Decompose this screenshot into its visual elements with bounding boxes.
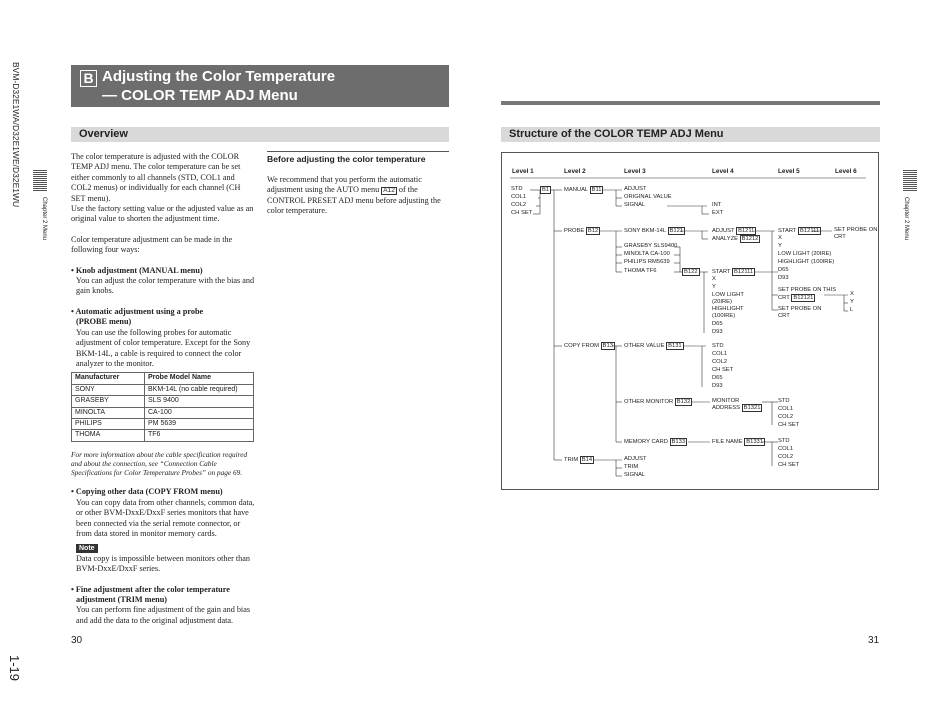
title-badge: B bbox=[80, 70, 97, 87]
other-value-d93: D93 bbox=[712, 383, 723, 389]
other-value-d65: D65 bbox=[712, 375, 723, 381]
level-5-header: Level 5 bbox=[778, 168, 800, 175]
l1-col2: COL2 bbox=[511, 202, 527, 208]
overview-paragraph-1: The color temperature is adjusted with the COLOR TEMP ADJ menu. The color temperature can be set either commonly to all channels (STD, COL1 and COL2 menus) or individually for each channel (CH SET menu). bbox=[71, 152, 241, 203]
signal-ext: EXT bbox=[712, 210, 724, 216]
probe-heading-1: • Automatic adjustment using a probe bbox=[71, 306, 204, 316]
level-1-header: Level 1 bbox=[512, 168, 534, 175]
before-rule bbox=[267, 151, 449, 152]
before-text-2: of the CONTROL PRESET ADJ menu before adjusting the color temperature. bbox=[267, 185, 441, 216]
thoma-y: Y bbox=[712, 284, 716, 290]
start-d93: D93 bbox=[778, 275, 789, 281]
start-d65: D65 bbox=[778, 267, 789, 273]
table-cell: BKM-14L (no cable required) bbox=[145, 384, 254, 395]
manual-original-value: ORIGINAL VALUE bbox=[624, 194, 672, 200]
other-value-chset: CH SET bbox=[712, 367, 734, 373]
before-ref: A12 bbox=[383, 187, 395, 195]
copy-text: You can copy data from other channels, common data, or other BVM-DxxE/DxxF series monitors that have been connected via the serial remote connector, or from data stored in monitor memory cards. bbox=[76, 497, 255, 538]
thoma-low-light: LOW LIGHT bbox=[712, 292, 744, 298]
probe-table bbox=[71, 372, 254, 441]
note-badge: Note bbox=[76, 544, 98, 553]
probe-philips: PHILIPS RM5639 bbox=[624, 259, 670, 265]
overview-heading: Overview bbox=[71, 127, 449, 142]
table-row bbox=[72, 430, 254, 441]
file-std: STD bbox=[778, 438, 790, 444]
other-value-col2: COL2 bbox=[712, 359, 728, 365]
sony-probe-item: SONY BKM-14L B121 bbox=[624, 228, 684, 234]
set-probe-l: L bbox=[850, 307, 854, 313]
table-cell: SLS 9400 bbox=[145, 396, 254, 407]
table-cell: PHILIPS bbox=[72, 418, 145, 429]
manual-item: MANUAL B11 bbox=[564, 187, 602, 193]
knob-text: You can adjust the color temperature with the bias and gain knobs. bbox=[76, 276, 255, 296]
table-row bbox=[72, 373, 254, 384]
other-value-item: OTHER VALUE B131 bbox=[624, 343, 682, 349]
left-column bbox=[71, 152, 256, 626]
before-text bbox=[267, 175, 449, 217]
l1-chset: CH SET bbox=[511, 210, 533, 216]
chapter-tab-right: Chapter 2 Menu bbox=[903, 197, 909, 241]
probe-graseby: GRASEBY SLS9400 bbox=[624, 243, 678, 249]
table-header: Manufacturer bbox=[72, 373, 145, 384]
trim-item: TRIM B14 bbox=[564, 457, 593, 463]
thoma-set-probe-on-crt: SET PROBE ON CRT bbox=[778, 306, 822, 319]
thoma-d65: D65 bbox=[712, 321, 723, 327]
probe-minolta: MINOLTA CA-100 bbox=[624, 251, 670, 257]
start-low-light: LOW LIGHT (20IRE) bbox=[778, 251, 832, 257]
set-probe-on-crt: SET PROBE ON CRT bbox=[834, 227, 878, 240]
level-2-header: Level 2 bbox=[564, 168, 586, 175]
manual-signal: SIGNAL bbox=[624, 202, 646, 208]
monitor-col2: COL2 bbox=[778, 414, 794, 420]
probe-item: PROBE B12 bbox=[564, 228, 599, 234]
file-name-item: FILE NAME B1331 bbox=[712, 439, 763, 445]
thoma-low-light-ire: (20IRE) bbox=[712, 299, 732, 305]
table-row bbox=[72, 396, 254, 407]
table-cell: TF6 bbox=[145, 430, 254, 441]
l1-col1: COL1 bbox=[511, 194, 527, 200]
page-title-line1: Adjusting the Color Temperature bbox=[102, 68, 336, 85]
trim-heading-1: • Fine adjustment after the color temperature bbox=[71, 584, 230, 594]
start-x: X bbox=[778, 235, 782, 241]
other-value-col1: COL1 bbox=[712, 351, 728, 357]
table-row bbox=[72, 407, 254, 418]
page-title-line2: — COLOR TEMP ADJ Menu bbox=[102, 87, 298, 104]
table-row bbox=[72, 418, 254, 429]
level-4-header: Level 4 bbox=[712, 168, 734, 175]
trim-heading-2: adjustment (TRIM menu) bbox=[76, 595, 167, 605]
page-marker: 1-19 bbox=[7, 655, 22, 682]
menu-structure-diagram bbox=[501, 152, 879, 490]
table-cell: SONY bbox=[72, 384, 145, 395]
page-number-left: 30 bbox=[71, 635, 83, 646]
memory-card-item: MEMORY CARD B133 bbox=[624, 439, 686, 445]
sony-adjust: ADJUST B1211 bbox=[712, 228, 755, 234]
monitor-address-1: MONITOR bbox=[712, 398, 740, 404]
thoma-start: START B12111 bbox=[712, 269, 754, 275]
set-probe-y: Y bbox=[850, 299, 854, 305]
monitor-chset: CH SET bbox=[778, 422, 800, 428]
manual-adjust: ADJUST bbox=[624, 186, 647, 192]
overview-paragraph-2: Use the factory setting value or the adjusted value as an original value to shorten the adjustment time. bbox=[71, 204, 254, 224]
chapter-barcode-right bbox=[903, 170, 917, 192]
set-probe-x: X bbox=[850, 291, 854, 297]
start-y: Y bbox=[778, 243, 782, 249]
tree-lines bbox=[502, 153, 880, 491]
b1-ref: B1 bbox=[542, 187, 550, 193]
other-value-std: STD bbox=[712, 343, 724, 349]
trim-signal: SIGNAL bbox=[624, 472, 646, 478]
trim-trim: TRIM bbox=[624, 464, 639, 470]
trim-adjust: ADJUST bbox=[624, 456, 647, 462]
probe-start: START B12111 bbox=[778, 228, 820, 234]
other-monitor-item: OTHER MONITOR B132 bbox=[624, 399, 691, 405]
thoma-highlight: HIGHLIGHT bbox=[712, 306, 744, 312]
thoma-d93: D93 bbox=[712, 329, 723, 335]
thoma-ref: B122 bbox=[684, 269, 698, 275]
table-cell: CA-100 bbox=[145, 407, 254, 418]
table-cell: GRASEBY bbox=[72, 396, 145, 407]
structure-heading: Structure of the COLOR TEMP ADJ Menu bbox=[501, 127, 880, 142]
level-6-header: Level 6 bbox=[835, 168, 857, 175]
monitor-std: STD bbox=[778, 398, 790, 404]
probe-thoma: THOMA TF6 bbox=[624, 268, 657, 274]
table-header: Probe Model Name bbox=[145, 373, 254, 384]
probe-heading-2: (PROBE menu) bbox=[76, 317, 132, 327]
trim-text: You can perform fine adjustment of the gain and bias and add the data to the original adjustment data. bbox=[76, 605, 251, 625]
table-row bbox=[72, 384, 254, 395]
file-chset: CH SET bbox=[778, 462, 800, 468]
top-rule bbox=[501, 101, 880, 105]
chapter-tab-left: Chapter 2 Menu bbox=[41, 197, 47, 241]
file-col2: COL2 bbox=[778, 454, 794, 460]
overview-paragraph-3: Color temperature adjustment can be made in the following four ways: bbox=[71, 234, 233, 255]
thoma-highlight-ire: (100IRE) bbox=[712, 313, 736, 319]
copy-heading: • Copying other data (COPY FROM menu) bbox=[71, 487, 223, 497]
page-title-box bbox=[71, 65, 449, 107]
monitor-col1: COL1 bbox=[778, 406, 794, 412]
signal-int: INT bbox=[712, 202, 722, 208]
l1-std: STD bbox=[511, 186, 523, 192]
probe-text: You can use the following probes for automatic adjustment of color temperature. Except for the Sony BKM-14L, a cable is required to connect the color analyzer to the monitor. bbox=[76, 327, 251, 368]
copy-from-item: COPY FROM B13 bbox=[564, 343, 613, 349]
start-highlight: HIGHLIGHT (100IRE) bbox=[778, 259, 835, 265]
side-model-code: BVM-D32E1WA/D32E1WE/D32E1WU bbox=[11, 62, 21, 208]
table-cell: THOMA bbox=[72, 430, 145, 441]
chapter-barcode-left bbox=[33, 170, 47, 192]
sony-analyze: ANALYZE B1212 bbox=[712, 236, 759, 242]
file-col1: COL1 bbox=[778, 446, 794, 452]
monitor-address-2: ADDRESS B1321 bbox=[712, 405, 761, 411]
before-text-1: We recommend that you perform the automatic adjustment using the AUTO menu bbox=[267, 175, 422, 195]
set-probe-on-this-crt: SET PROBE ON THIS CRT B12121 bbox=[778, 287, 837, 301]
cable-note: For more information about the cable specification required and about the connection, see “Connection Cable Specifications for Color Temperature Probes” on page 69. bbox=[71, 449, 248, 478]
table-cell: MINOLTA bbox=[72, 407, 145, 418]
note-text: Data copy is impossible between monitors other than BVM-DxxE/DxxF series. bbox=[76, 553, 250, 574]
level-3-header: Level 3 bbox=[624, 168, 646, 175]
before-heading: Before adjusting the color temperature bbox=[267, 154, 426, 164]
knob-heading: • Knob adjustment (MANUAL menu) bbox=[71, 265, 203, 275]
table-cell: PM 5639 bbox=[145, 418, 254, 429]
thoma-x: X bbox=[712, 276, 716, 282]
page-number-right: 31 bbox=[868, 635, 880, 646]
